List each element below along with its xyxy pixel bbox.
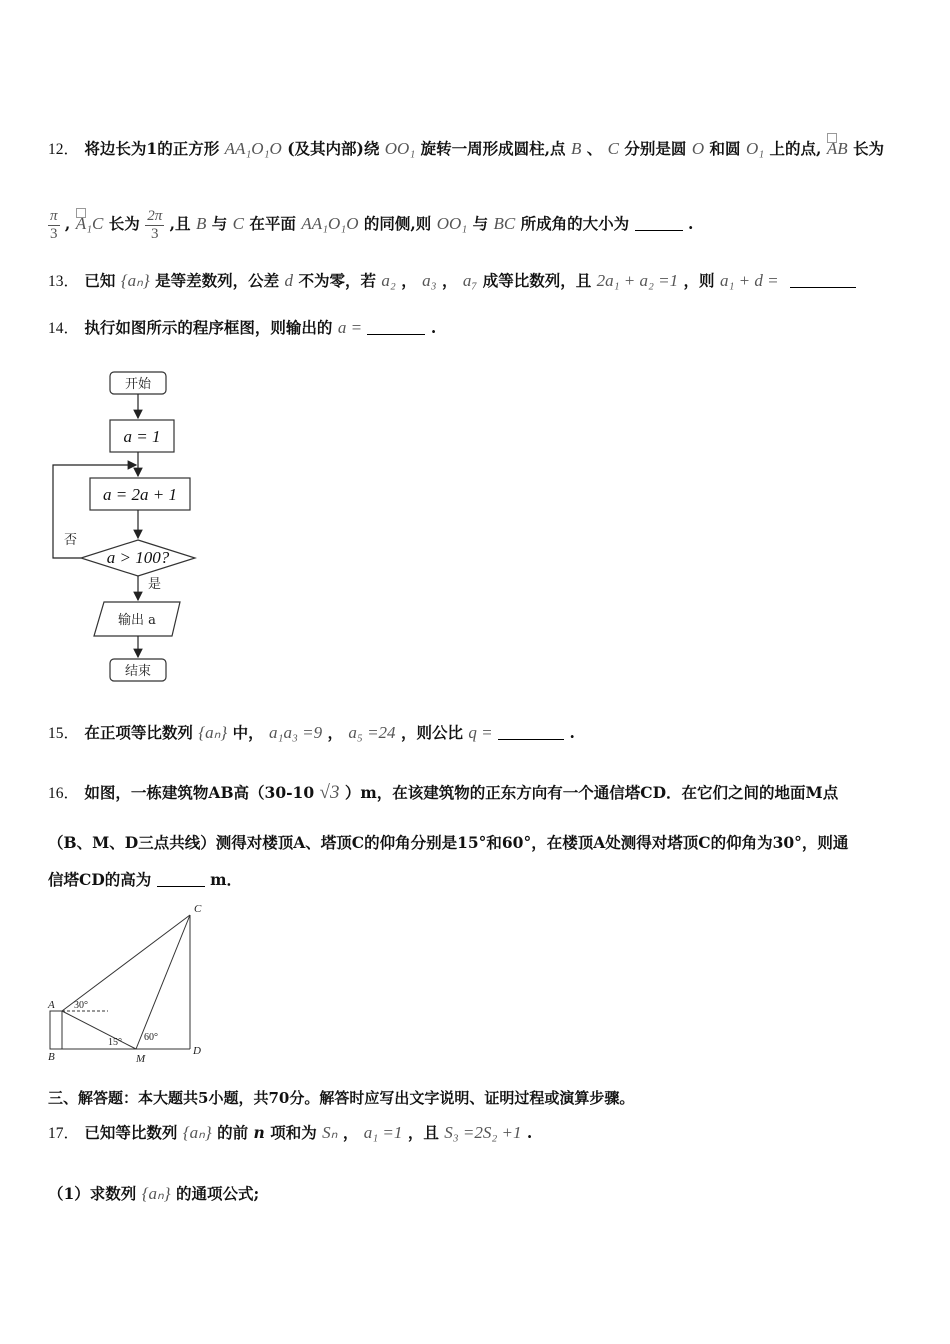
q13-text: 成等比数列，且 bbox=[482, 271, 592, 290]
q12-text: 与 bbox=[472, 214, 489, 233]
q17-text: ， bbox=[342, 1123, 359, 1142]
q13-text: ， bbox=[401, 271, 417, 290]
q14-text: . bbox=[430, 318, 437, 337]
q13-math: {aₙ} bbox=[120, 271, 150, 290]
flowchart-output-label: 输出 a bbox=[118, 613, 156, 628]
q17-text: ，且 bbox=[407, 1123, 439, 1142]
q15-text: ，则公比 bbox=[400, 723, 463, 742]
q16-line3 bbox=[48, 869, 242, 891]
answer-blank[interactable] bbox=[367, 320, 425, 335]
q12-text: 所成角的大小为 bbox=[520, 214, 630, 233]
q12-text: 分别是圆 bbox=[624, 139, 687, 158]
q16-text: 信塔CD的高为 bbox=[48, 870, 152, 889]
q13-text: 是等差数列，公差 bbox=[155, 271, 280, 290]
q13-math: a₂ bbox=[381, 271, 396, 290]
section-heading: 三、解答题：本大题共5小题，共70分。解答时应写出文字说明、证明过程或演算步骤。 bbox=[48, 1089, 635, 1107]
label-a: A bbox=[48, 999, 55, 1011]
q16-text: m． bbox=[210, 870, 242, 889]
q15-text: . bbox=[569, 723, 575, 742]
q12-text: 和圆 bbox=[709, 139, 741, 158]
q12-text: 将边长为1的正方形 bbox=[84, 139, 220, 158]
q12-text: 长为 bbox=[853, 139, 885, 158]
q17-1-text: 的通项公式; bbox=[175, 1184, 260, 1203]
frac-numerator: π bbox=[50, 207, 58, 224]
q12-math: B bbox=[570, 139, 582, 158]
q15-math: {aₙ} bbox=[198, 723, 228, 742]
label-m: M bbox=[136, 1053, 146, 1065]
answer-blank[interactable] bbox=[790, 273, 856, 288]
q16-text: ）m，在该建筑物的正东方向有一个通信塔CD．在它们之间的地面M点 bbox=[344, 783, 839, 802]
q12-fraction bbox=[48, 208, 60, 243]
q17-text: . bbox=[526, 1123, 533, 1142]
q16-sqrt: √3 bbox=[319, 782, 340, 803]
answer-blank[interactable] bbox=[635, 216, 683, 231]
flowchart bbox=[40, 362, 220, 692]
q17-math: Sₙ bbox=[322, 1123, 338, 1142]
q12-math: AA₁O₁O bbox=[301, 214, 359, 233]
flowchart-start-label: 开始 bbox=[124, 377, 152, 392]
q13-math: a₁ + d = bbox=[719, 271, 779, 290]
q12-math: C bbox=[232, 214, 244, 233]
q14-line bbox=[48, 317, 436, 340]
flowchart-step-label: a = 2a + 1 bbox=[103, 485, 177, 504]
q12-math: O₁ bbox=[745, 139, 765, 158]
q12-line2 bbox=[48, 206, 693, 243]
angle-30-label: 30° bbox=[74, 1000, 88, 1011]
q12-arc-math: A₁C bbox=[75, 214, 104, 233]
q15-math: a₁a₃ =9 bbox=[269, 723, 323, 742]
q12-text: 与 bbox=[211, 214, 228, 233]
figure-q16 bbox=[44, 898, 224, 1068]
flowchart-yes-label: 是 bbox=[148, 577, 162, 592]
q12-number: 12． bbox=[48, 141, 80, 158]
q16-line1 bbox=[48, 782, 838, 805]
frac-numerator: 2π bbox=[147, 207, 163, 224]
flowchart-end-label: 结束 bbox=[124, 664, 152, 679]
q12-text: ,且 bbox=[169, 214, 191, 233]
q15-number: 15． bbox=[48, 725, 80, 742]
q15-text: ， bbox=[327, 723, 344, 742]
q17-math: S₃ =2S₂ +1 bbox=[444, 1123, 522, 1142]
q12-math: BC bbox=[493, 214, 516, 233]
q16-text: 如图，一栋建筑物AB高（30-10 bbox=[84, 783, 315, 802]
q17-text: 项和为 bbox=[270, 1123, 317, 1142]
q12-math: OO₁ bbox=[436, 214, 468, 233]
label-d: D bbox=[193, 1045, 201, 1057]
q17-text: 的前 bbox=[217, 1123, 249, 1142]
building-ab bbox=[50, 1011, 62, 1049]
q16-text: （B、M、D三点共线）测得对楼顶A、塔顶C的仰角分别是15°和60°，在楼顶A处测得对塔顶C的仰角为30°，则通 bbox=[48, 833, 849, 852]
q12-fraction bbox=[145, 208, 164, 243]
q17-1-text: （1）求数列 bbox=[48, 1184, 137, 1203]
q12-math: AA₁O₁O bbox=[224, 139, 282, 158]
q14-number: 14． bbox=[48, 320, 80, 337]
q12-text: 在平面 bbox=[249, 214, 296, 233]
answer-blank[interactable] bbox=[498, 725, 564, 740]
q17-number: 17． bbox=[48, 1125, 80, 1142]
q12-math: B bbox=[195, 214, 207, 233]
angle-60-label: 60° bbox=[144, 1032, 158, 1043]
q12-text: 旋转一周形成圆柱,点 bbox=[420, 139, 566, 158]
q17-1-math: {aₙ} bbox=[141, 1184, 171, 1203]
q13-text: ，则 bbox=[683, 271, 715, 290]
q12-text: , bbox=[64, 214, 71, 233]
frac-denominator: 3 bbox=[50, 225, 58, 242]
q13-math: a₇ bbox=[462, 271, 478, 290]
angle-15-label: 15° bbox=[108, 1037, 122, 1048]
q17-text: 已知等比数列 bbox=[84, 1123, 178, 1142]
q17-n: n bbox=[253, 1123, 265, 1142]
q13-line bbox=[48, 270, 856, 293]
q12-arc-math: AB bbox=[826, 139, 848, 158]
q12-math: O bbox=[691, 139, 705, 158]
q16-number: 16． bbox=[48, 785, 80, 802]
q12-math: OO₁ bbox=[384, 139, 416, 158]
q13-math: 2a₁ + a₂ =1 bbox=[596, 271, 679, 290]
q14-math: a = bbox=[337, 318, 363, 337]
q15-line bbox=[48, 722, 575, 745]
q16-line2 bbox=[48, 832, 848, 854]
flowchart-no-label: 否 bbox=[64, 533, 78, 548]
q13-number: 13． bbox=[48, 273, 80, 290]
q15-math: q = bbox=[468, 723, 493, 742]
q12-text: 的同侧,则 bbox=[363, 214, 432, 233]
q12-text: 上的点, bbox=[769, 139, 822, 158]
q17-line bbox=[48, 1122, 532, 1145]
label-c: C bbox=[194, 903, 202, 915]
q12-text: (及其内部)绕 bbox=[287, 139, 380, 158]
q13-text: 不为零，若 bbox=[298, 271, 376, 290]
frac-denominator: 3 bbox=[150, 225, 159, 242]
q12-math: C bbox=[607, 139, 620, 158]
line-am bbox=[62, 1011, 136, 1049]
q15-text: 中， bbox=[232, 723, 264, 742]
q17-part1 bbox=[48, 1183, 259, 1205]
q12-text: 长为 bbox=[108, 214, 140, 233]
q12-text: 、 bbox=[586, 139, 603, 158]
q15-math: a₅ =24 bbox=[348, 723, 396, 742]
q17-math: a₁ =1 bbox=[363, 1123, 403, 1142]
q13-text: 已知 bbox=[84, 271, 116, 290]
q13-text: ， bbox=[441, 271, 458, 290]
q13-math: a₃ bbox=[422, 271, 437, 290]
q13-math: d bbox=[284, 271, 294, 290]
q15-text: 在正项等比数列 bbox=[84, 723, 193, 742]
flowchart-condition-label: a > 100? bbox=[106, 548, 170, 567]
q12-line1 bbox=[48, 138, 884, 161]
label-b: B bbox=[48, 1051, 55, 1063]
answer-blank[interactable] bbox=[157, 872, 205, 887]
q17-math: {aₙ} bbox=[182, 1123, 212, 1142]
q14-text: 执行如图所示的程序框图，则输出的 bbox=[84, 318, 333, 337]
flowchart-init-label: a = 1 bbox=[123, 427, 161, 446]
q12-text: . bbox=[687, 214, 694, 233]
